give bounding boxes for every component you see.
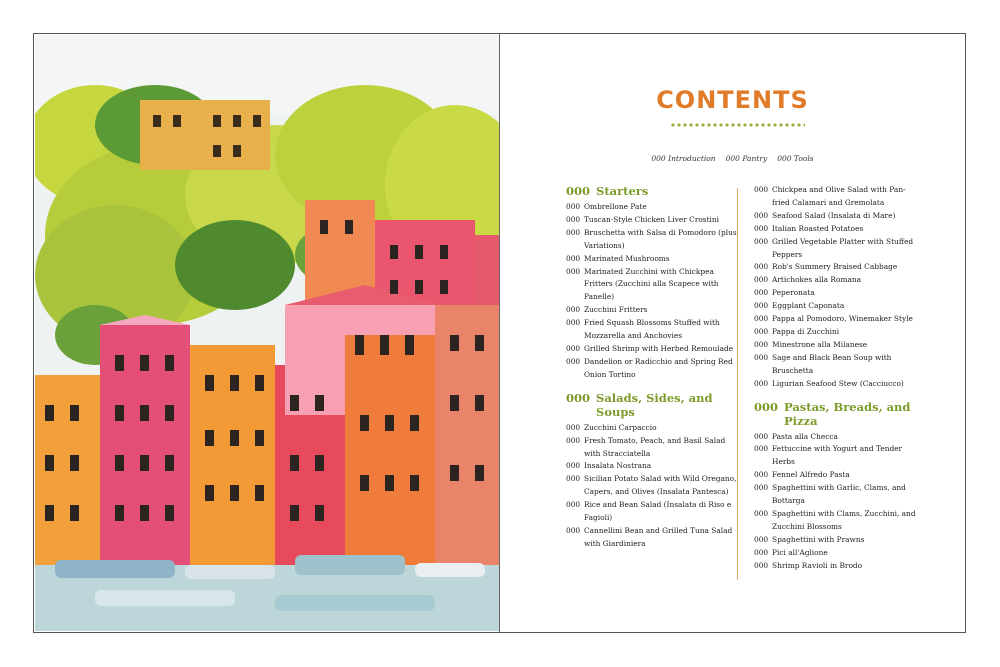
toc-entry[interactable] <box>566 460 742 473</box>
page-number: 000 <box>754 314 769 324</box>
page-number: 000 <box>566 343 581 353</box>
toc-entry[interactable] <box>754 547 922 560</box>
contents-title: CONTENTS <box>656 86 809 114</box>
toc-entry[interactable] <box>566 473 742 499</box>
contents-left-column <box>566 184 742 551</box>
section-title: Salads, Sides, and Soups <box>596 390 713 419</box>
toc-entry[interactable] <box>754 236 922 262</box>
page-number: 000 <box>754 326 769 336</box>
toc-entry[interactable] <box>566 304 742 317</box>
recipe-title: Ligurian Seafood Stew (Cacciucco) <box>772 378 904 388</box>
recipe-title: Pappa al Pomodoro, Winemaker Style <box>772 314 913 324</box>
recipe-title: Zucchini Fritters <box>584 305 648 315</box>
recipe-title: Minestrone alla Milanese <box>772 339 868 349</box>
page-number: 000 <box>754 483 769 493</box>
recipe-title: Eggplant Caponata <box>772 301 845 311</box>
section-title: Pastas, Breads, and Pizza <box>784 399 911 428</box>
toc-entry[interactable] <box>754 261 922 274</box>
page-number: 000 <box>566 305 581 315</box>
recipe-title: Zucchini Carpaccio <box>584 422 657 432</box>
recipe-title: Fennel Alfredo Pasta <box>772 470 850 480</box>
recipe-title: Seafood Salad (Insalata di Mare) <box>772 210 896 220</box>
toc-entry[interactable] <box>754 223 922 236</box>
page-number: 000 <box>754 547 769 557</box>
page-number: 000 <box>566 525 581 535</box>
section-title: Starters <box>596 184 649 198</box>
page-number: 000 <box>754 534 769 544</box>
page-number: 000 <box>566 253 581 263</box>
toc-entry[interactable] <box>754 378 922 391</box>
page-number: 000 <box>754 223 769 233</box>
toc-entry[interactable] <box>566 499 742 525</box>
recipe-title: Marinated Mushrooms <box>584 253 670 263</box>
page-number: 000 <box>566 227 581 237</box>
recipe-title: Spaghettini with Prawns <box>772 534 865 544</box>
intro-entry: 000 Tools <box>777 154 814 163</box>
recipe-title: Marinated Zucchini with Chickpea Fritters (Zucchini alla Scapece with Panelle) <box>584 266 719 302</box>
recipe-title: Pappa di Zucchini <box>772 326 840 336</box>
toc-entry[interactable] <box>566 317 742 343</box>
intro-entry: 000 Pantry <box>725 154 768 163</box>
recipe-title: Peperonata <box>772 288 815 298</box>
recipe-title: Sicilian Potato Salad with Wild Oregano, Capers, and Olives (Insalata Pantesca) <box>584 474 737 497</box>
recipe-title: Rob's Summery Braised Cabbage <box>772 262 898 272</box>
recipe-title: Grilled Vegetable Platter with Stuffed Peppers <box>772 236 914 259</box>
book-spread <box>33 33 966 633</box>
recipe-title: Dandelion or Radicchio and Spring Red Onion Tortino <box>584 356 733 379</box>
page-number: 000 <box>754 210 769 220</box>
page-number: 000 <box>566 356 581 366</box>
toc-entry[interactable] <box>754 560 922 573</box>
page-number: 000 <box>566 214 581 224</box>
recipe-title: Ombrellone Pate <box>584 202 647 211</box>
recipe-title: Insalata Nostrana <box>584 461 652 471</box>
page-number: 000 <box>566 266 581 276</box>
page-number: 000 <box>754 301 769 311</box>
recipe-title: Tuscan-Style Chicken Liver Crostini <box>584 214 720 224</box>
page-number: 000 <box>754 560 769 570</box>
section-heading[interactable] <box>566 184 742 198</box>
toc-entry[interactable] <box>754 352 922 378</box>
toc-entry[interactable] <box>566 422 742 435</box>
page-number: 000 <box>754 236 769 246</box>
recipe-title: Pici all'Aglione <box>772 547 828 557</box>
page-number: 000 <box>754 262 769 272</box>
recipe-title: Chickpea and Olive Salad with Pan-fried Calamari and Gremolata <box>772 185 906 207</box>
recipe-title: Bruschetta with Salsa di Pomodoro (plus Variations) <box>584 227 737 250</box>
page-number: 000 <box>566 474 581 484</box>
toc-entry[interactable] <box>566 343 742 356</box>
toc-entry[interactable] <box>566 227 742 253</box>
page-number: 000 <box>754 352 769 362</box>
section-heading[interactable] <box>566 391 742 419</box>
page-number: 000 <box>754 185 769 194</box>
page-number: 000 <box>754 378 769 388</box>
toc-entry[interactable] <box>754 287 922 300</box>
recipe-title: Spaghettini with Clams, Zucchini, and Zucchini Blossoms <box>772 508 916 531</box>
toc-entry[interactable] <box>754 210 922 223</box>
toc-entry[interactable] <box>754 443 922 469</box>
toc-entry[interactable] <box>754 508 922 534</box>
toc-entry[interactable] <box>754 326 922 339</box>
toc-entry[interactable] <box>566 435 742 461</box>
recipe-title: Italian Roasted Potatoes <box>772 223 864 233</box>
recipe-title: Sage and Black Bean Soup with Bruschetta <box>772 352 892 375</box>
page-number: 000 <box>754 508 769 518</box>
toc-entry[interactable] <box>754 274 922 287</box>
recipe-title: Fettuccine with Yogurt and Tender Herbs <box>772 444 903 467</box>
page-number: 000 <box>754 288 769 298</box>
section-page-number: 000 <box>566 184 591 198</box>
page-number: 000 <box>754 339 769 349</box>
page-number: 000 <box>754 470 769 480</box>
toc-entry[interactable] <box>754 534 922 547</box>
section-heading[interactable] <box>754 400 922 428</box>
recipe-title: Shrimp Ravioli in Brodo <box>772 560 863 570</box>
toc-entry[interactable] <box>754 313 922 326</box>
contents-page <box>500 34 965 632</box>
watercolor-illustration <box>35 35 499 631</box>
page-number: 000 <box>754 444 769 454</box>
section-page-number: 000 <box>754 399 779 414</box>
toc-entry[interactable] <box>754 431 922 444</box>
page-number: 000 <box>754 431 769 441</box>
toc-entry[interactable] <box>754 469 922 482</box>
recipe-title: Rice and Bean Salad (Insalata di Riso e Fagioli) <box>584 500 732 523</box>
recipe-title: Grilled Shrimp with Herbed Remoulade <box>584 343 734 353</box>
toc-entry[interactable] <box>566 525 742 551</box>
page-number: 000 <box>566 435 581 445</box>
recipe-title: Cannellini Bean and Grilled Tuna Salad with Giardiniera <box>584 525 733 548</box>
intro-entries <box>500 154 965 163</box>
toc-entry[interactable] <box>566 201 742 214</box>
page-number: 000 <box>754 275 769 285</box>
page-number: 000 <box>566 318 581 328</box>
recipe-title: Fresh Tomato, Peach, and Basil Salad with Stracciatella <box>584 435 726 458</box>
toc-entry[interactable] <box>754 482 922 508</box>
page-number: 000 <box>566 500 581 510</box>
recipe-title: Artichokes alla Romana <box>772 275 862 285</box>
recipe-title: Pasta alla Checca <box>772 431 838 441</box>
toc-entry[interactable] <box>566 214 742 227</box>
toc-entry[interactable] <box>754 300 922 313</box>
page-number: 000 <box>566 202 581 211</box>
toc-entry[interactable] <box>566 266 742 305</box>
dotted-ornament <box>670 122 805 128</box>
intro-entry: 000 Introduction <box>651 154 716 163</box>
recipe-title: Fried Squash Blossoms Stuffed with Mozzarella and Anchovies <box>584 318 720 341</box>
toc-entry[interactable] <box>566 356 742 382</box>
recipe-title: Spaghettini with Garlic, Clams, and Bottarga <box>772 483 906 506</box>
page-number: 000 <box>566 422 581 432</box>
toc-entry[interactable] <box>754 339 922 352</box>
toc-entry[interactable] <box>754 184 922 210</box>
toc-entry[interactable] <box>566 253 742 266</box>
harbor-painting <box>35 35 499 631</box>
contents-right-column <box>754 184 922 572</box>
page-number: 000 <box>566 461 581 471</box>
section-page-number: 000 <box>566 390 591 405</box>
